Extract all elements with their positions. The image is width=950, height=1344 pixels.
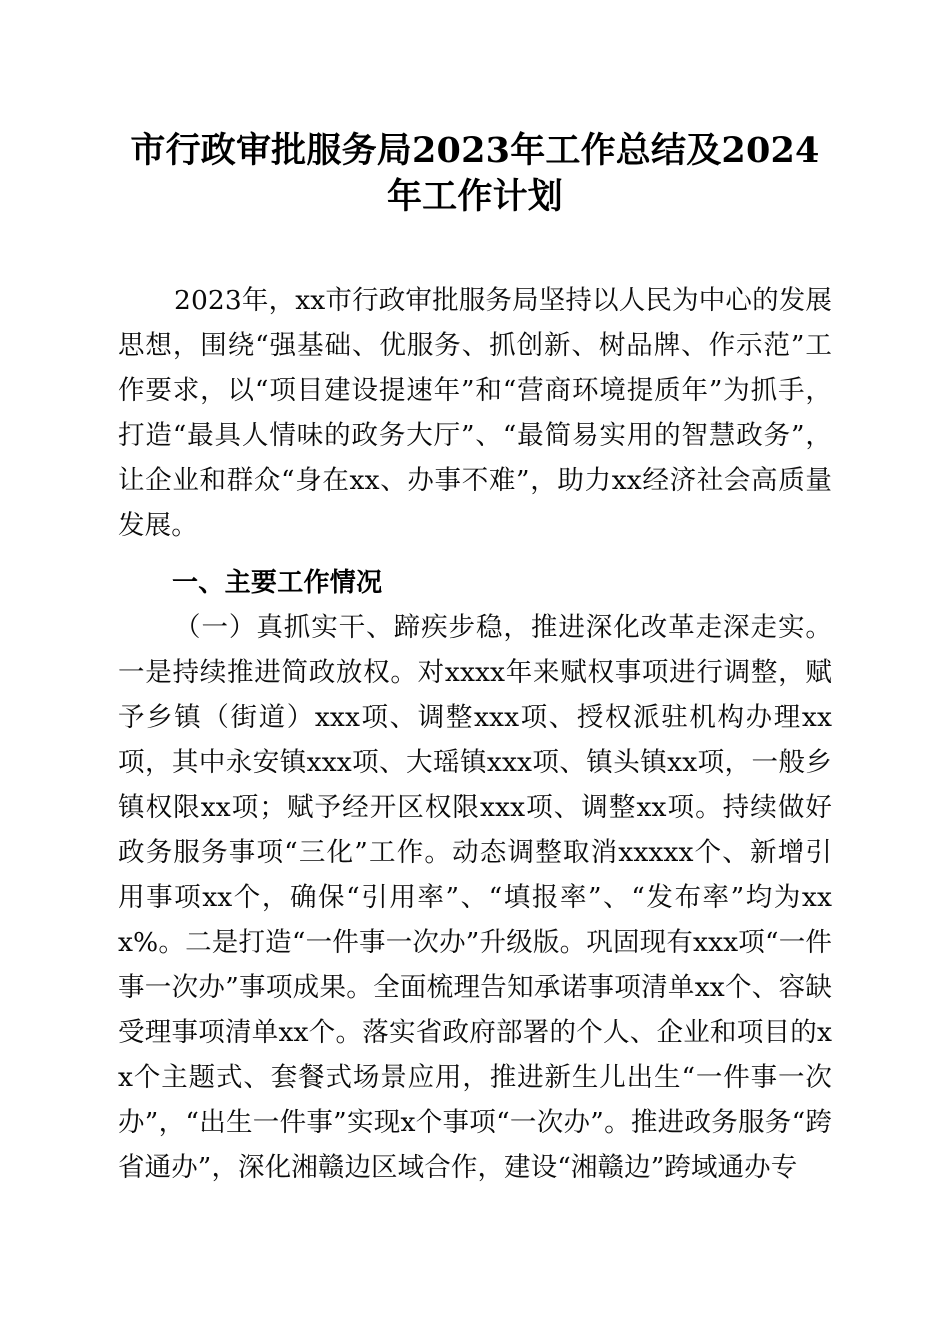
page-title: 市行政审批服务局2023年工作总结及2024年工作计划 <box>130 130 820 217</box>
section-heading-main-work: 一、主要工作情况 <box>172 567 383 597</box>
paragraph-subsection-one: （一）真抓实干、蹄疾步稳，推进深化改革走深走实。一是持续推进简政放权。对xxxx年来赋权事项进行调整，赋予乡镇（街道）xxx项、调整xxx项、授权派驻机构办理xx项，其中永安镇xxx项、大瑶镇xxx项、镇头镇xx项，一般乡镇权限xx项；赋予经开区权限xxx项、调整xx项。持续做好政务服务事项“三化”工作。动态调整取消xxxxx个、新增引用事项xx个，确保“引用率”、“填报率”、“发布率”均为xxx%。二是打造“一件事一次办”升级版。巩固现有xxx项“一件事一次办”事项成果。全面梳理告知承诺事项清单xx个、容缺受理事项清单xx个。落实省政府部署的个人、企业和项目的xx个主题式、套餐式场景应用，推进新生儿出生“一件事一次办”，“出生一件事”实现x个事项“一次办”。推进政务服务“跨省通办”，深化湘赣边区域合作，建设“湘赣边”跨域通办专 <box>118 612 832 1183</box>
document-body <box>118 0 832 1190</box>
paragraph-intro: 2023年，xx市行政审批服务局坚持以人民为中心的发展思想，围绕“强基础、优服务、抓创新、树品牌、作示范”工作要求，以“项目建设提速年”和“营商环境提质年”为抓手，打造“最具人情味的政务大厅”、“最简易实用的智慧政务”，让企业和群众“身在xx、办事不难”，助力xx经济社会高质量发展。 <box>118 285 832 541</box>
